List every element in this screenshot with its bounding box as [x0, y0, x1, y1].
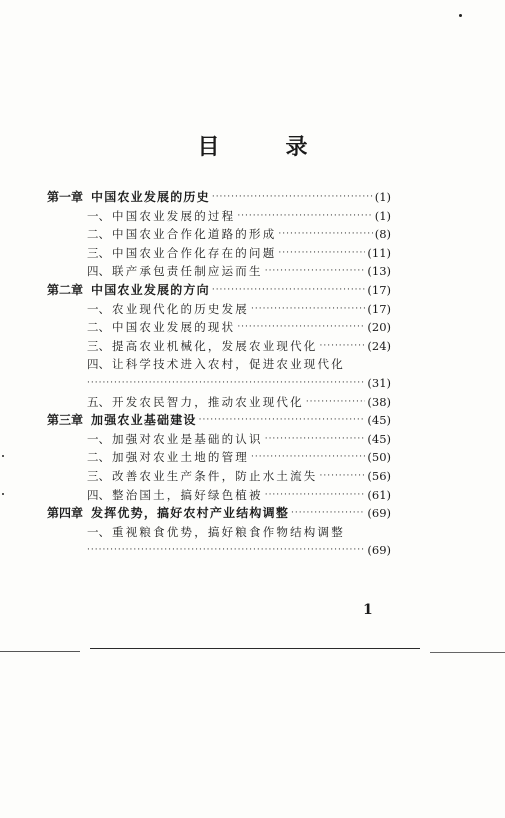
toc-entry-number: 第四章: [47, 506, 84, 521]
toc-entry-number: 一、: [87, 301, 110, 316]
toc-chapter-entry: [47, 188, 391, 207]
toc-section-entry: [47, 207, 391, 226]
toc-entry-number: 三、: [87, 338, 110, 353]
toc-chapter-entry: [47, 504, 391, 523]
toc-entry-title: 开发农民智力，推动农业现代化: [112, 394, 304, 409]
toc-section-entry: [47, 486, 391, 505]
toc-chapter-entry: [47, 411, 391, 430]
toc-dot-leader: [265, 486, 366, 505]
toc-entry-number: 三、: [87, 468, 110, 483]
toc-entry-title: 加强对农业是基础的认识: [112, 431, 263, 446]
bottom-rule: [90, 648, 420, 649]
toc-dot-leader: [291, 504, 365, 523]
toc-entry-number: 第一章: [47, 190, 84, 204]
toc-section-entry: [47, 448, 391, 467]
toc-entry-title: 中国农业发展的现状: [112, 320, 236, 335]
toc-page-ref: (17): [367, 301, 391, 316]
toc-page-ref: (38): [367, 394, 391, 409]
toc-entry-number: 四、: [87, 357, 110, 372]
toc-entry-number: 二、: [87, 450, 110, 465]
toc-entry-number: 二、: [87, 227, 110, 242]
toc-dot-leader: [251, 300, 365, 319]
toc-dot-leader: [320, 467, 366, 486]
toc-section-entry: [47, 337, 391, 356]
toc-page-ref: (69): [367, 543, 391, 558]
toc-section-entry: [47, 300, 391, 319]
toc-dot-leader: [278, 225, 372, 244]
toc-page-ref: (20): [367, 320, 391, 335]
toc-dot-leader: [212, 281, 366, 300]
toc-entry-number: 一、: [87, 208, 110, 223]
toc-entry-number: 五、: [87, 394, 110, 409]
toc-entry-number: 一、: [87, 524, 110, 539]
toc-page-ref: (50): [367, 450, 391, 465]
toc-dot-leader: [320, 337, 366, 356]
toc-entry-number: 第二章: [47, 282, 84, 297]
toc-entry-title: 联产承包责任制应运而生: [112, 264, 263, 279]
toc-dot-leader: [278, 244, 365, 263]
toc-entry-title: 让科学技术进入农村，促进农业现代化: [112, 357, 345, 372]
dust-speck: [459, 14, 462, 17]
toc-dot-leader: [237, 207, 372, 226]
toc-entry-number: 三、: [87, 245, 110, 260]
toc-section-entry: [47, 244, 391, 263]
toc-section-entry: [47, 262, 391, 281]
toc-entry-title: 改善农业生产条件，防止水土流失: [112, 468, 318, 483]
toc-section-entry: [47, 318, 391, 337]
toc-entry-title: 中国农业发展的历史: [91, 190, 210, 204]
toc-page-ref: (13): [367, 264, 391, 279]
toc-entry-title: 提高农业机械化，发展农业现代化: [112, 338, 318, 353]
bottom-rule-left: [0, 651, 80, 652]
toc-page-ref: (61): [367, 487, 391, 502]
toc-dot-leader: [251, 448, 365, 467]
toc-section-entry: [47, 374, 391, 393]
bottom-rule-right: [430, 652, 505, 653]
toc-dot-leader: [265, 430, 366, 449]
toc-dot-leader: [237, 318, 365, 337]
toc-entry-title: 中国农业发展的过程: [112, 208, 236, 223]
toc-entry-number: 四、: [87, 487, 110, 502]
toc-dot-leader: [265, 262, 366, 281]
toc-section-entry: [47, 355, 391, 374]
toc-entry-title: 加强对农业土地的管理: [112, 450, 249, 465]
toc-page-ref: (17): [367, 282, 391, 297]
toc-page-ref: (24): [367, 338, 391, 353]
toc-entry-title: 农业现代化的历史发展: [112, 301, 249, 316]
toc-page-ref: (1): [374, 208, 391, 223]
toc-entry-title: 加强农业基础建设: [91, 413, 197, 428]
toc-page-ref: (11): [367, 245, 391, 260]
dust-speck: [2, 493, 4, 495]
toc-page-ref: (31): [367, 375, 391, 390]
toc-section-entry: [47, 393, 391, 412]
toc-dot-leader: [212, 188, 373, 207]
toc-page-ref: (45): [367, 431, 391, 446]
toc-section-entry: [47, 541, 391, 560]
toc-page-ref: (8): [374, 227, 391, 242]
toc-page-ref: (56): [367, 468, 391, 483]
toc-section-entry: [47, 523, 391, 542]
toc-entry-number: 四、: [87, 264, 110, 279]
toc-dot-leader: [87, 374, 365, 393]
toc-dot-leader: [306, 393, 366, 412]
toc-section-entry: [47, 467, 391, 486]
toc-entry-title: 整治国土，搞好绿色植被: [112, 487, 263, 502]
toc-chapter-entry: [47, 281, 391, 300]
toc-section-entry: [47, 225, 391, 244]
toc-page-ref: (1): [374, 190, 391, 204]
page-title: 目 录: [197, 135, 330, 160]
toc-entry-number: 第三章: [47, 413, 84, 428]
toc-entry-number: 二、: [87, 320, 110, 335]
toc-entry-title: 中国农业发展的方向: [91, 282, 210, 297]
toc-section-entry: [47, 430, 391, 449]
toc-entry-title: 发挥优势，搞好农村产业结构调整: [91, 506, 290, 521]
toc-entry-title: 中国农业合作化道路的形成: [112, 227, 277, 242]
toc-page-ref: (69): [367, 506, 391, 521]
table-of-contents: [47, 188, 391, 560]
toc-dot-leader: [199, 411, 366, 430]
dust-speck: [2, 455, 4, 457]
toc-entry-title: 重视粮食优势，搞好粮食作物结构调整: [112, 524, 345, 539]
toc-page-ref: (45): [367, 413, 391, 428]
toc-entry-number: 一、: [87, 431, 110, 446]
toc-entry-title: 中国农业合作化存在的问题: [112, 245, 277, 260]
toc-dot-leader: [87, 541, 365, 560]
page-number: 1: [363, 602, 373, 618]
